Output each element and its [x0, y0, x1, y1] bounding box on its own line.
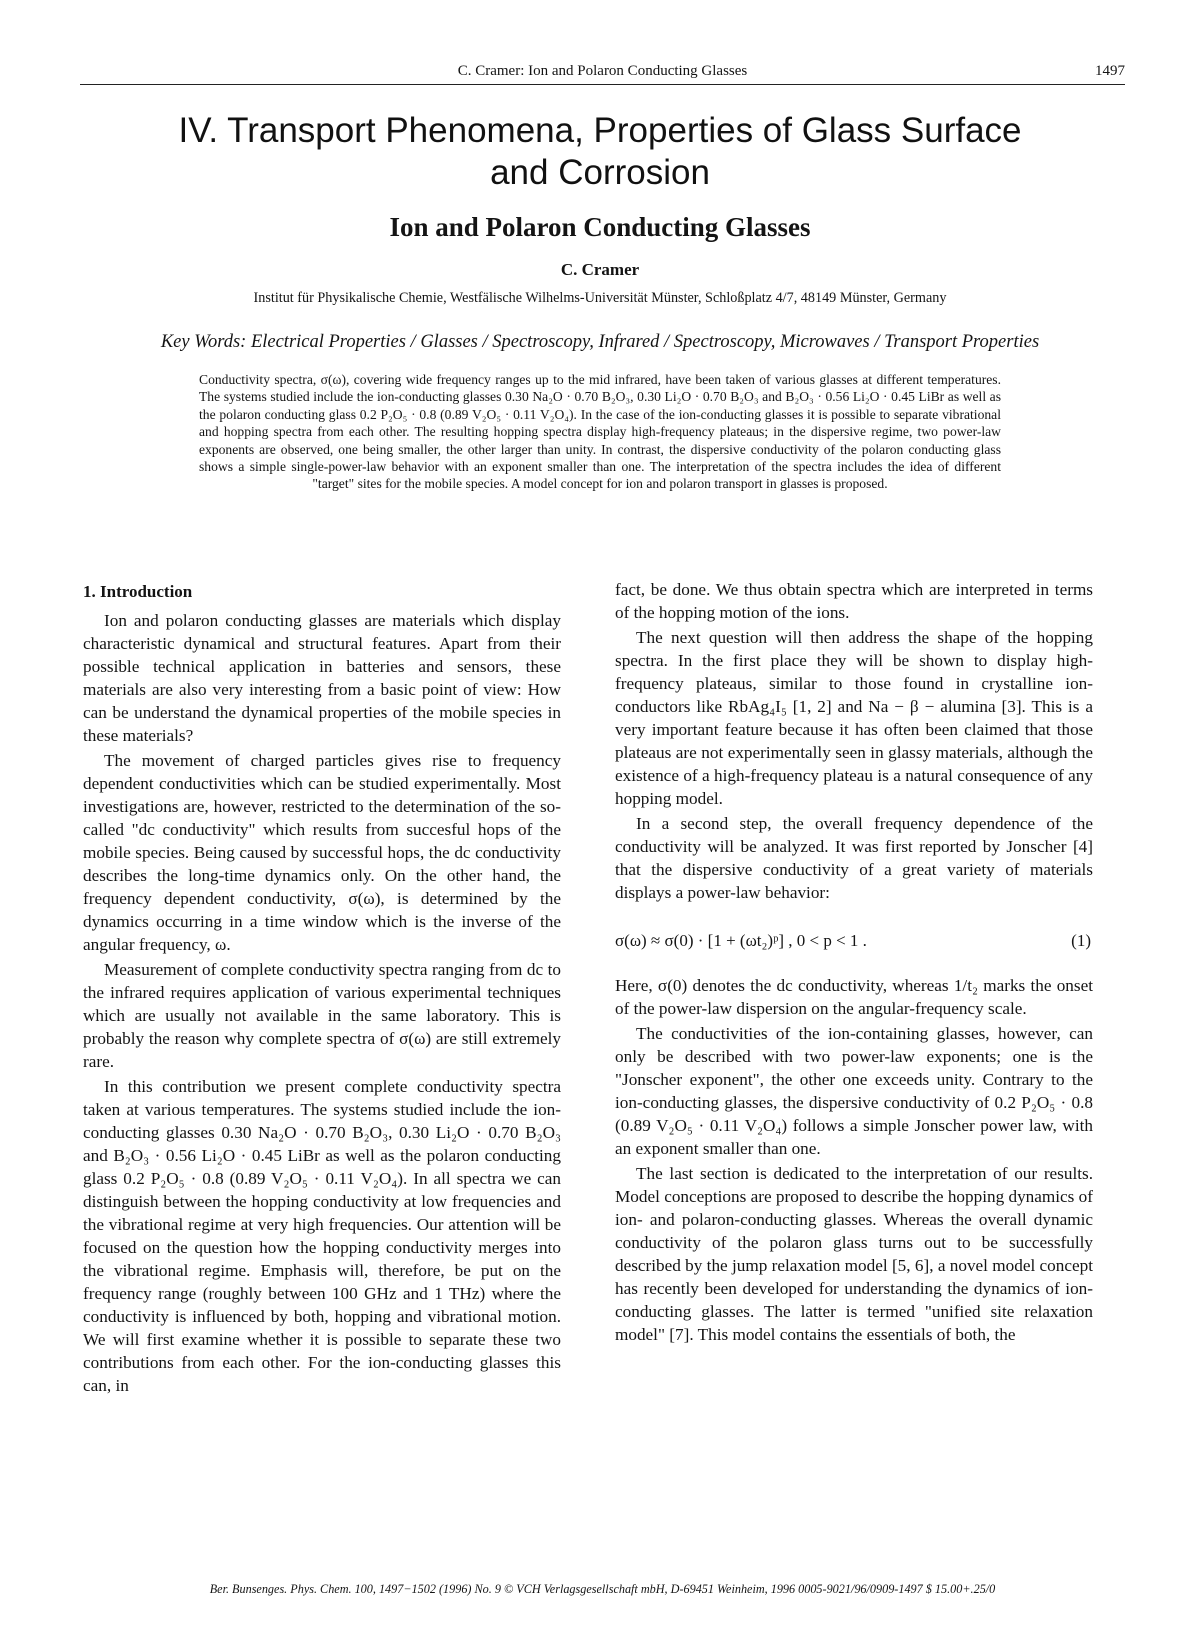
- left-column: [83, 578, 561, 1399]
- abstract: Conductivity spectra, σ(ω), covering wide frequency ranges up to the mid infrared, have been taken of various glasses at different temperatures. The systems studied include the ion-conducting glasses 0.30 Na₂O · 0.70 B₂O₃, 0.30 Li₂O · 0.70 B₂O₃ and B₂O₃ · 0.56 Li₂O · 0.45 LiBr as well as the polaron conducting glass 0.2 P₂O₅ · 0.8 (0.89 V₂O₅ · 0.11 V₂O₄). In the case of the ion-conducting glasses it is possible to separate vibrational and hopping spectra from each other. The resulting hopping spectra display high-frequency plateaus; in the dispersive regime, two power-law exponents are observed, one being smaller, the other larger than unity. In contrast, the dispersive conductivity of the polaron conducting glass shows a simple single-power-law behavior with an exponent smaller than one. The interpretation of the spectra includes the idea of different "target" sites for the mobile species. A model concept for ion and polaron transport in glasses is proposed.: [199, 372, 1001, 492]
- body-paragraph: In a second step, the overall frequency dependence of the conductivity will be analyzed. It was first reported by Jonscher [4] that the dispersive conductivity of a great variety of materials displays a power-law behavior:: [615, 814, 1093, 902]
- equation-number: (1): [1071, 931, 1091, 950]
- page-number: 1497: [1095, 63, 1125, 79]
- body-paragraph: Measurement of complete conductivity spectra ranging from dc to the infrared requires application of various experimental techniques which are usually not available in the same laboratory. This is probably the reason why complete spectra of σ(ω) are still extremely rare.: [83, 960, 561, 1071]
- running-header: [80, 62, 1125, 85]
- author-name: C. Cramer: [560, 260, 640, 279]
- journal-citation-footer: Ber. Bunsenges. Phys. Chem. 100, 1497−1502 (1996) No. 9 © VCH Verlagsgesellschaft mbH, D-69451 Weinheim, 1996 0005-9021/96/0909-1497 $ 15.00+.25/0: [209, 1582, 996, 1596]
- body-paragraph: Ion and polaron conducting glasses are materials which display characteristic dynamical and structural features. Apart from their possible technical application in batteries and sensors, these materials are also very interesting from a basic point of view: How can be understand the dynamical properties of the mobile species in these materials?: [83, 611, 561, 745]
- equation-formula: σ(ω) ≈ σ(0) · [1 + (ωt₂)ᵖ] , 0 < p < 1 .: [615, 931, 867, 950]
- body-paragraph: The movement of charged particles gives rise to frequency dependent conductivities which can be studied experimentally. Most investigations are, however, restricted to the determination of the so-called "dc conductivity" which results from succesful hops of the mobile species. Being caused by successful hops, the dc conductivity describes the long-time dynamics only. On the other hand, the frequency dependent conductivity, σ(ω), is determined by the dynamics occurring in a time window which is the inverse of the angular frequency, ω.: [83, 751, 561, 954]
- body-paragraph: The next question will then address the shape of the hopping spectra. In the first place they will be shown to display high-frequency plateaus, similar to those found in crystalline ion-conductors like RbAg₄I₅ [1, 2] and Na − β − alumina [3]. This is a very important feature because it has often been claimed that those plateaus are not experimentally seen in glassy materials, although the existence of a high-frequency plateau is a natural consequence of any hopping model.: [615, 628, 1093, 808]
- section-heading: [60, 110, 1140, 194]
- introduction-heading: 1. Introduction: [83, 582, 193, 601]
- body-paragraph-continued: fact, be done. We thus obtain spectra which are interpreted in terms of the hopping motion of the ions.: [615, 580, 1093, 622]
- paper-title: Ion and Polaron Conducting Glasses: [389, 212, 811, 242]
- body-paragraph: Here, σ(0) denotes the dc conductivity, whereas 1/t₂ marks the onset of the power-law dispersion on the angular-frequency scale.: [615, 976, 1093, 1018]
- running-title: C. Cramer: Ion and Polaron Conducting Glasses: [457, 63, 748, 79]
- body-paragraph: The conductivities of the ion-containing glasses, however, can only be described with two power-law exponents; one is the "Jonscher exponent", the other one exceeds unity. Contrary to the ion-conducting glasses, the dispersive conductivity of 0.2 P₂O₅ · 0.8 (0.89 V₂O₅ · 0.11 V₂O₄) follows a simple Jonscher power law, with an exponent smaller than one.: [615, 1024, 1093, 1158]
- section-heading-line-1: IV. Transport Phenomena, Properties of Glass Surface: [178, 111, 1022, 150]
- right-column: [615, 578, 1093, 1348]
- body-paragraph: The last section is dedicated to the interpretation of our results. Model conceptions are proposed to describe the hopping dynamics of ion- and polaron-conducting glasses. Whereas the overall dynamic conductivity of the polaron glass turns out to be successfully described by the jump relaxation model [5, 6], a novel model concept has recently been developed for understanding the dynamics of ion-conducting glasses. The latter is termed "unified site relaxation model" [7]. This model contains the essentials of both, the: [615, 1164, 1093, 1344]
- body-paragraph: In this contribution we present complete conductivity spectra taken at various temperatures. The systems studied include the ion-conducting glasses 0.30 Na₂O · 0.70 B₂O₃, 0.30 Li₂O · 0.70 B₂O₃ and B₂O₃ · 0.56 Li₂O · 0.45 LiBr as well as the polaron conducting glass 0.2 P₂O₅ · 0.8 (0.89 V₂O₅ · 0.11 V₂O₄). In all spectra we can distinguish between the hopping conductivity at low frequencies and the vibrational regime at very high frequencies. Our attention will be focused on the question how the hopping conductivity merges into the vibrational regime. Emphasis will, therefore, be put on the frequency range (roughly between 100 GHz and 1 THz) where the conductivity is influenced by both, hopping and vibrational motion. We will first examine whether it is possible to separate these two contributions from each other. For the ion-conducting glasses this can, in: [83, 1077, 561, 1395]
- equation-1: [615, 929, 1093, 952]
- author-affiliation: Institut für Physikalische Chemie, Westfälische Wilhelms-Universität Münster, Schloßplatz 4/7, 48149 Münster, Germany: [253, 290, 947, 306]
- section-heading-line-2: and Corrosion: [490, 153, 710, 192]
- keywords: Key Words: Electrical Properties / Glasses / Spectroscopy, Infrared / Spectroscopy, Microwaves / Transport Properties: [160, 332, 1040, 352]
